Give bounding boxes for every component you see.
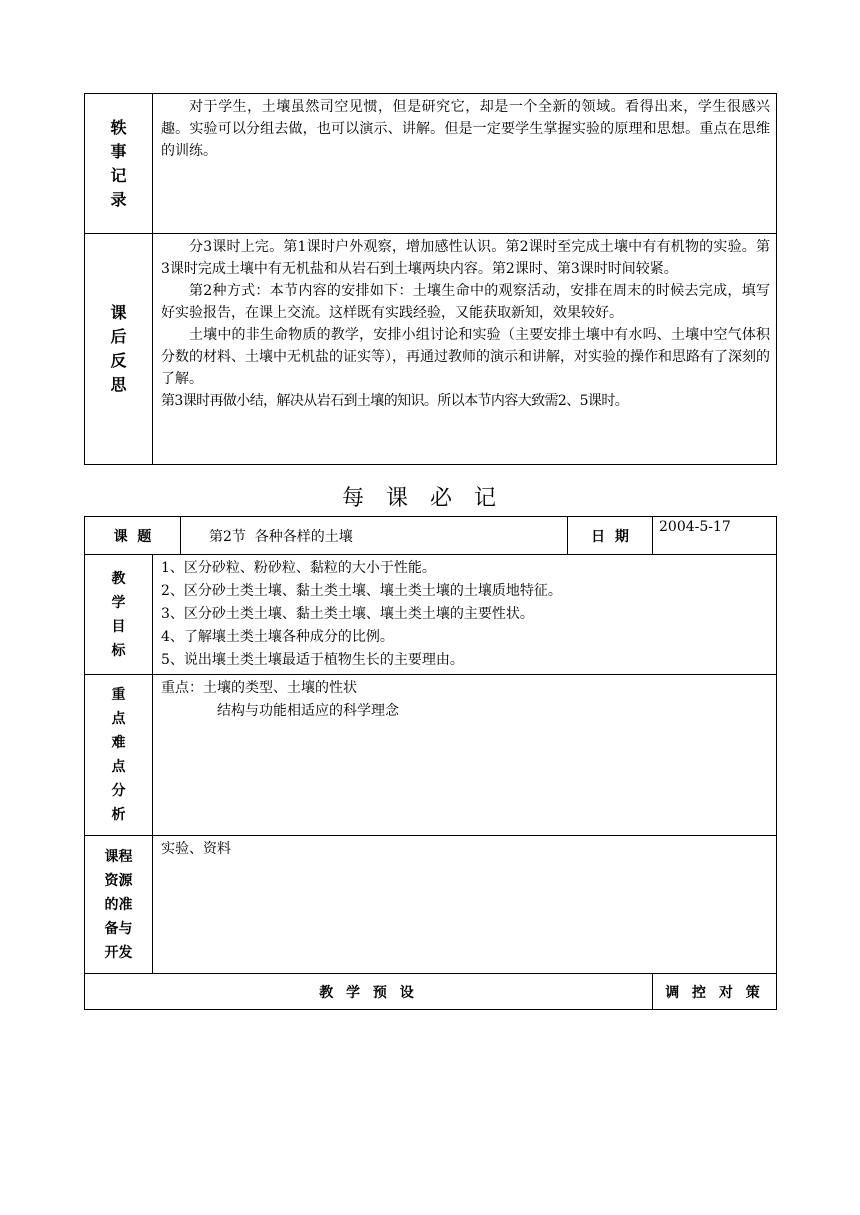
resources-label-line: 资源 xyxy=(104,872,133,889)
reflection-label-char: 课 xyxy=(110,303,127,322)
keypoints-label xyxy=(85,675,153,836)
date-value: 2004-5-17 xyxy=(653,517,777,555)
keypoint-item: 结构与功能相适应的科学理念 xyxy=(217,703,399,719)
topic-value: 第2节 各种各样的土壤 xyxy=(181,517,568,555)
anecdote-label-char: 事 xyxy=(110,141,127,161)
reflection-label xyxy=(85,234,153,465)
reflection-label-char: 思 xyxy=(110,375,127,394)
objective-item: 3、区分砂土类土壤、黏土类土壤、壤土类土壤的主要性状。 xyxy=(161,606,534,622)
objective-item: 2、区分砂土类土壤、黏土类土壤、壤土类土壤的土壤质地特征。 xyxy=(161,583,562,599)
reflection-label-char: 反 xyxy=(110,351,127,370)
resources-label-line: 备与 xyxy=(104,920,133,937)
resources-value: 实验、资料 xyxy=(161,841,231,857)
reflection-table xyxy=(84,93,777,465)
anecdote-label xyxy=(85,94,153,234)
resources-label xyxy=(85,836,153,974)
resources-label-line: 课程 xyxy=(104,848,133,865)
reflection-paragraph: 第2种方式：本节内容的安排如下：土壤生命中的观察活动，安排在周末的时候去完成，填写好实验报告，在课上交流。这样既有实践经验，又能获取新知，效果较好。 xyxy=(161,283,770,321)
reflection-label-char: 后 xyxy=(110,327,127,346)
lesson-table xyxy=(84,516,777,1010)
keypoints-label-char: 点 xyxy=(111,711,126,727)
date-label: 日 期 xyxy=(568,517,653,555)
anecdote-label-char: 录 xyxy=(110,189,127,209)
keypoints-label-char: 分 xyxy=(111,783,126,799)
resources-cell xyxy=(153,836,777,974)
keypoints-cell xyxy=(153,675,777,836)
reflection-cell xyxy=(153,234,777,465)
topic-label: 课 题 xyxy=(85,517,181,555)
keypoints-label-char: 难 xyxy=(111,735,126,751)
objectives-label xyxy=(85,555,153,675)
reflection-paragraph: 分3课时上完。第1课时户外观察，增加感性认识。第2课时至完成土壤中有有机物的实验。第3课时完成土壤中有无机盐和从岩石到土壤两块内容。第2课时、第3课时时间较紧。 xyxy=(161,239,770,277)
objectives-cell xyxy=(153,555,777,675)
objective-item: 5、说出壤土类土壤最适于植物生长的主要理由。 xyxy=(161,652,464,668)
reflection-paragraph: 土壤中的非生命物质的教学，安排小组讨论和实验（主要安排土壤中有水吗、土壤中空气体积分数的材料、土壤中无机盐的证实等），再通过教师的演示和讲解，对实验的操作和思路有了深刻的了解。 xyxy=(161,327,770,387)
anecdote-label-char: 轶 xyxy=(110,117,127,137)
page-title: 每课必记 xyxy=(341,486,518,511)
objectives-label-char: 目 xyxy=(111,618,126,635)
objectives-label-char: 教 xyxy=(111,570,126,587)
keypoint-item: 重点：土壤的类型、土壤的性状 xyxy=(161,680,357,696)
resources-label-line: 的准 xyxy=(104,896,133,913)
objective-item: 1、区分砂粒、粉砂粒、黏粒的大小于性能。 xyxy=(161,560,436,576)
keypoints-label-char: 析 xyxy=(111,807,126,823)
adjustment-header: 调 控 对 策 xyxy=(653,974,777,1010)
objectives-label-char: 学 xyxy=(111,594,126,611)
objectives-label-char: 标 xyxy=(111,642,126,659)
resources-label-line: 开发 xyxy=(104,944,133,961)
anecdote-label-char: 记 xyxy=(110,165,127,185)
objective-item: 4、了解壤土类土壤各种成分的比例。 xyxy=(161,629,394,645)
reflection-paragraph: 第3课时再做小结，解决从岩石到土壤的知识。所以本节内容大致需2、5课时。 xyxy=(161,393,629,409)
keypoints-label-char: 点 xyxy=(111,759,126,775)
teaching-plan-header: 教 学 预 设 xyxy=(85,974,653,1010)
anecdote-text: 对于学生，土壤虽然司空见惯，但是研究它，却是一个全新的领域。看得出来，学生很感兴趣。实验可以分组去做，也可以演示、讲解。但是一定要学生掌握实验的原理和思想。重点在思维的训练。 xyxy=(161,99,770,159)
keypoints-label-char: 重 xyxy=(111,687,126,703)
anecdote-cell xyxy=(153,94,777,234)
